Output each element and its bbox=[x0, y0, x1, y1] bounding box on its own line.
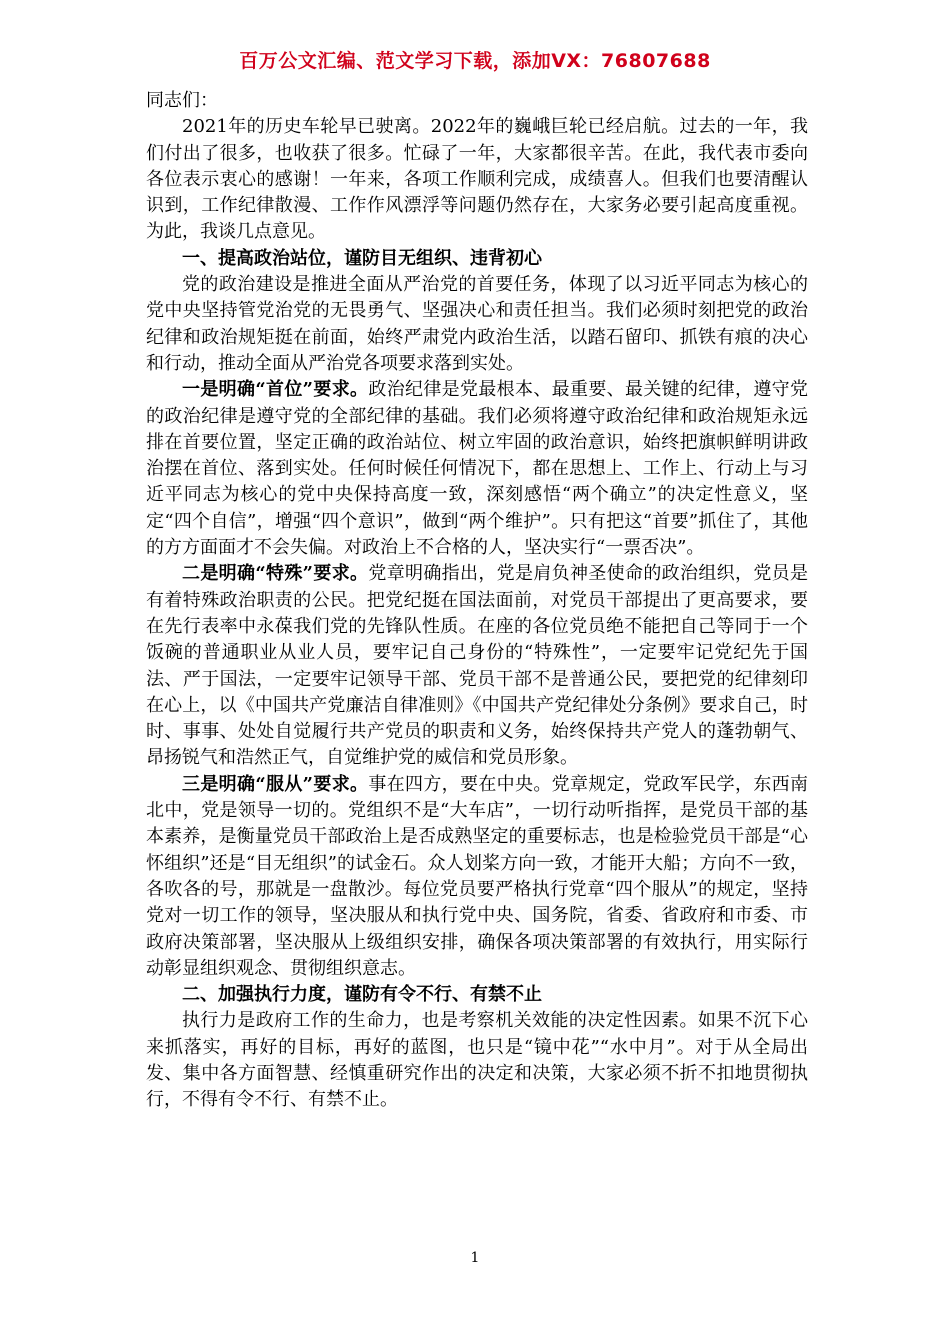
point-2-text: 党章明确指出，党是肩负神圣使命的政治组织，党员是有着特殊政治职责的公民。把党纪挺在国法面前，对党员干部提出了更高要求，要在先行表率中永葆我们党的先锋队性质。在座的各位党员绝不能把自己等同于一个饭碗的普通职业从业人员，要牢记自己身份的“特殊性”，一定要牢记党纪先于国法、严于国法，一定要牢记领导干部、党员干部不是普通公民，要把党的纪律刻印在心上，以《中国共产党廉洁自律准则》《中国共产党纪律处分条例》要求自己，时时、事事、处处自觉履行共产党员的职责和义务，始终保持共产党人的蓬勃朝气、昂扬锐气和浩然正气，自觉维护党的威信和党员形象。 bbox=[146, 563, 808, 769]
point-1-paragraph bbox=[146, 377, 808, 561]
point-1-text: 政治纪律是党最根本、最重要、最关键的纪律，遵守党的政治纪律是遵守党的全部纪律的基础。我们必须将遵守政治纪律和政治规矩永远排在首要位置，坚定正确的政治站位、树立牢固的政治意识，始终把旗帜鲜明讲政治摆在首位、落到实处。任何时候任何情况下，都在思想上、工作上、行动上与习近平同志为核心的党中央保持高度一致，深刻感悟“两个确立”的决定性意义，坚定“四个自信”，增强“四个意识”，做到“两个维护”。只有把这“首要”抓住了，其他的方方面面才不会失偏。对政治上不合格的人，坚决实行“一票否决”。 bbox=[146, 379, 808, 559]
section-1-body: 党的政治建设是推进全面从严治党的首要任务，体现了以习近平同志为核心的党中央坚持管党治党的无畏勇气、坚强决心和责任担当。我们必须时刻把党的政治纪律和政治规矩挺在前面，始终严肃党内政治生活，以踏石留印、抓铁有痕的决心和行动，推动全面从严治党各项要求落到实处。 bbox=[146, 274, 808, 374]
section-2-body: 执行力是政府工作的生命力，也是考察机关效能的决定性因素。如果不沉下心来抓落实，再好的目标，再好的蓝图，也只是“镜中花”“水中月”。对于从全局出发、集中各方面智慧、经慎重研究作出的决定和决策，大家必须不折不扣地贯彻执行，不得有令不行、有禁不止。 bbox=[146, 1010, 808, 1111]
document-body bbox=[146, 88, 808, 1114]
intro-paragraph: 2021年的历史车轮早已驶离。2022年的巍峨巨轮已经启航。过去的一年，我们付出了很多，也收获了很多。忙碌了一年，大家都很辛苦。在此，我代表市委向各位表示衷心的感谢！一年来，各项工作顺利完成，成绩喜人。但我们也要清醒认识到，工作纪律散漫、工作作风漂浮等问题仍然存在，大家务必要引起高度重视。为此，我谈几点意见。 bbox=[146, 116, 808, 243]
point-1-lead: 一是明确“首位”要求。 bbox=[182, 379, 369, 401]
salutation: 同志们： bbox=[146, 90, 218, 111]
section-heading-1: 一、提高政治站位，谨防目无组织、违背初心 bbox=[182, 247, 542, 269]
point-3-paragraph bbox=[146, 772, 808, 982]
point-2-paragraph bbox=[146, 561, 808, 771]
point-3-lead: 三是明确“服从”要求。 bbox=[182, 773, 369, 795]
section-heading-2: 二、加强执行力度，谨防有令不行、有禁不止 bbox=[182, 984, 542, 1006]
page-number: 1 bbox=[470, 1250, 480, 1266]
watermark-banner: 百万公文汇编、范文学习下载，添加VX：76807688 bbox=[239, 50, 711, 72]
point-3-text: 事在四方，要在中央。党章规定，党政军民学，东西南北中，党是领导一切的。党组织不是“大车店”，一切行动听指挥，是党员干部的基本素养，是衡量党员干部政治上是否成熟坚定的重要标志，也是检验党员干部是“心怀组织”还是“目无组织”的试金石。众人划桨方向一致，才能开大船；方向不一致，各吹各的号，那就是一盘散沙。每位党员要严格执行党章“四个服从”的规定，坚持党对一切工作的领导，坚决服从和执行党中央、国务院，省委、省政府和市委、市政府决策部署，坚决服从上级组织安排，确保各项决策部署的有效执行，用实际行动彰显组织观念、贯彻组织意志。 bbox=[146, 773, 808, 979]
point-2-lead: 二是明确“特殊”要求。 bbox=[182, 563, 369, 585]
